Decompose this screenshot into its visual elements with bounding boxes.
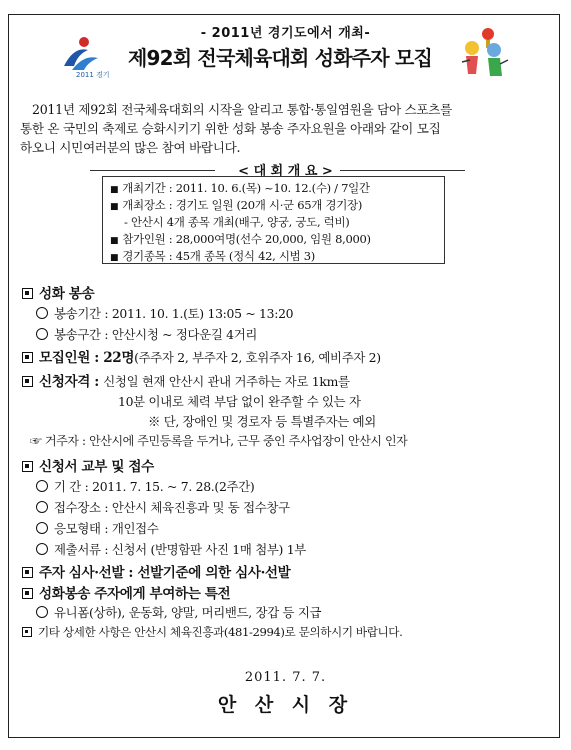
overview-item: ■ 개최장소 : 경기도 일원 (20개 시·군 65개 경기장) [110,198,363,212]
section-marker-icon [22,376,33,387]
circle-bullet-icon [36,501,48,513]
sports-festival-emblem-icon [58,36,110,79]
list-item: 제출서류 : 신청서 (반명함판 사진 1매 첨부) 1부 [36,540,306,558]
intro-line: 통한 온 국민의 축제로 승화시키기 위한 성화 봉송 주자요원을 아래와 같이 모집 [20,121,441,136]
section-benefit: 성화봉송 주자에게 부여하는 특전 [22,582,230,602]
emblem-text: 2011 경기 [76,71,110,79]
signature: 안 산 시 장 [217,694,354,716]
overview-item: - 안산시 4개 종목 개최(배구, 양궁, 궁도, 럭비) [124,215,350,229]
overview-item: ■ 경기종목 : 45개 종목 (정식 42, 시범 3) [110,249,315,263]
section-marker-icon [22,567,33,578]
circle-bullet-icon [36,543,48,555]
overview-item: ■ 개최기간 : 2011. 10. 6.(목) ~10. 12.(수) / 7일간 [110,181,370,195]
residency-note: ☞ 거주자 : 안산시에 주민등록을 두거나, 근무 중인 주사업장이 안산시 인자 [30,434,408,448]
list-item: 봉송구간 : 안산시청 ~ 정다운길 4거리 [36,325,257,343]
section-marker-icon [22,288,33,299]
bullet-icon: ■ [110,253,119,263]
qualification-exception: ※ 단, 장애인 및 경로자 등 특별주자는 예외 [148,414,376,429]
bullet-icon: ■ [110,202,119,212]
contact-note: 기타 상세한 사항은 안산시 체육진흥과(481-2994)로 문의하시기 바랍니다. [22,624,402,640]
bullet-icon: ■ [110,236,119,246]
section-application: 신청서 교부 및 접수 [22,455,154,475]
section-marker-icon [22,627,32,637]
list-item: 기 간 : 2011. 7. 15. ~ 7. 28.(2주간) [36,477,254,495]
section-marker-icon [22,352,33,363]
page-title: 제92회 전국체육대회 성화주자 모집 [128,46,433,70]
section-recruit-count: 모집인원 : 22명(주주자 2, 부주자 2, 호위주자 16, 예비주자 2) [22,346,381,366]
list-item: 유니폼(상하), 운동화, 양말, 머리밴드, 장갑 등 지급 [36,603,321,621]
subtitle: - 2011년 경기도에서 개최- [200,26,371,41]
bullet-icon: ■ [110,185,119,195]
qualification-line: 10분 이내로 체력 부담 없이 완주할 수 있는 자 [118,394,361,409]
intro-line: 2011년 제92회 전국체육대회의 시작을 알리고 통합·통일염원을 담아 스포츠를 [32,102,453,117]
issue-date: 2011. 7. 7. [244,670,327,685]
section-marker-icon [22,461,33,472]
section-torch-relay: 성화 봉송 [22,282,94,302]
section-selection: 주자 심사·선발 : 선발기준에 의한 심사·선발 [22,561,290,581]
section-qualification: 신청자격 : 신청일 현재 안산시 관내 거주하는 자로 1km를 [22,370,350,390]
circle-bullet-icon [36,328,48,340]
section-marker-icon [22,588,33,599]
intro-paragraph [20,100,540,157]
circle-bullet-icon [36,606,48,618]
circle-bullet-icon [36,522,48,534]
overview-item: ■ 참가인원 : 28,000여명(선수 20,000, 임원 8,000) [110,232,371,246]
list-item: 응모형태 : 개인접수 [36,519,159,537]
overview-heading: < 대 회 개 요 > [238,164,333,179]
list-item: 봉송기간 : 2011. 10. 1.(토) 13:05 ~ 13:20 [36,304,293,322]
intro-line: 하오니 시민여러분의 많은 참여 바랍니다. [20,140,241,155]
circle-bullet-icon [36,480,48,492]
circle-bullet-icon [36,307,48,319]
list-item: 접수장소 : 안산시 체육진흥과 및 동 접수창구 [36,498,290,516]
